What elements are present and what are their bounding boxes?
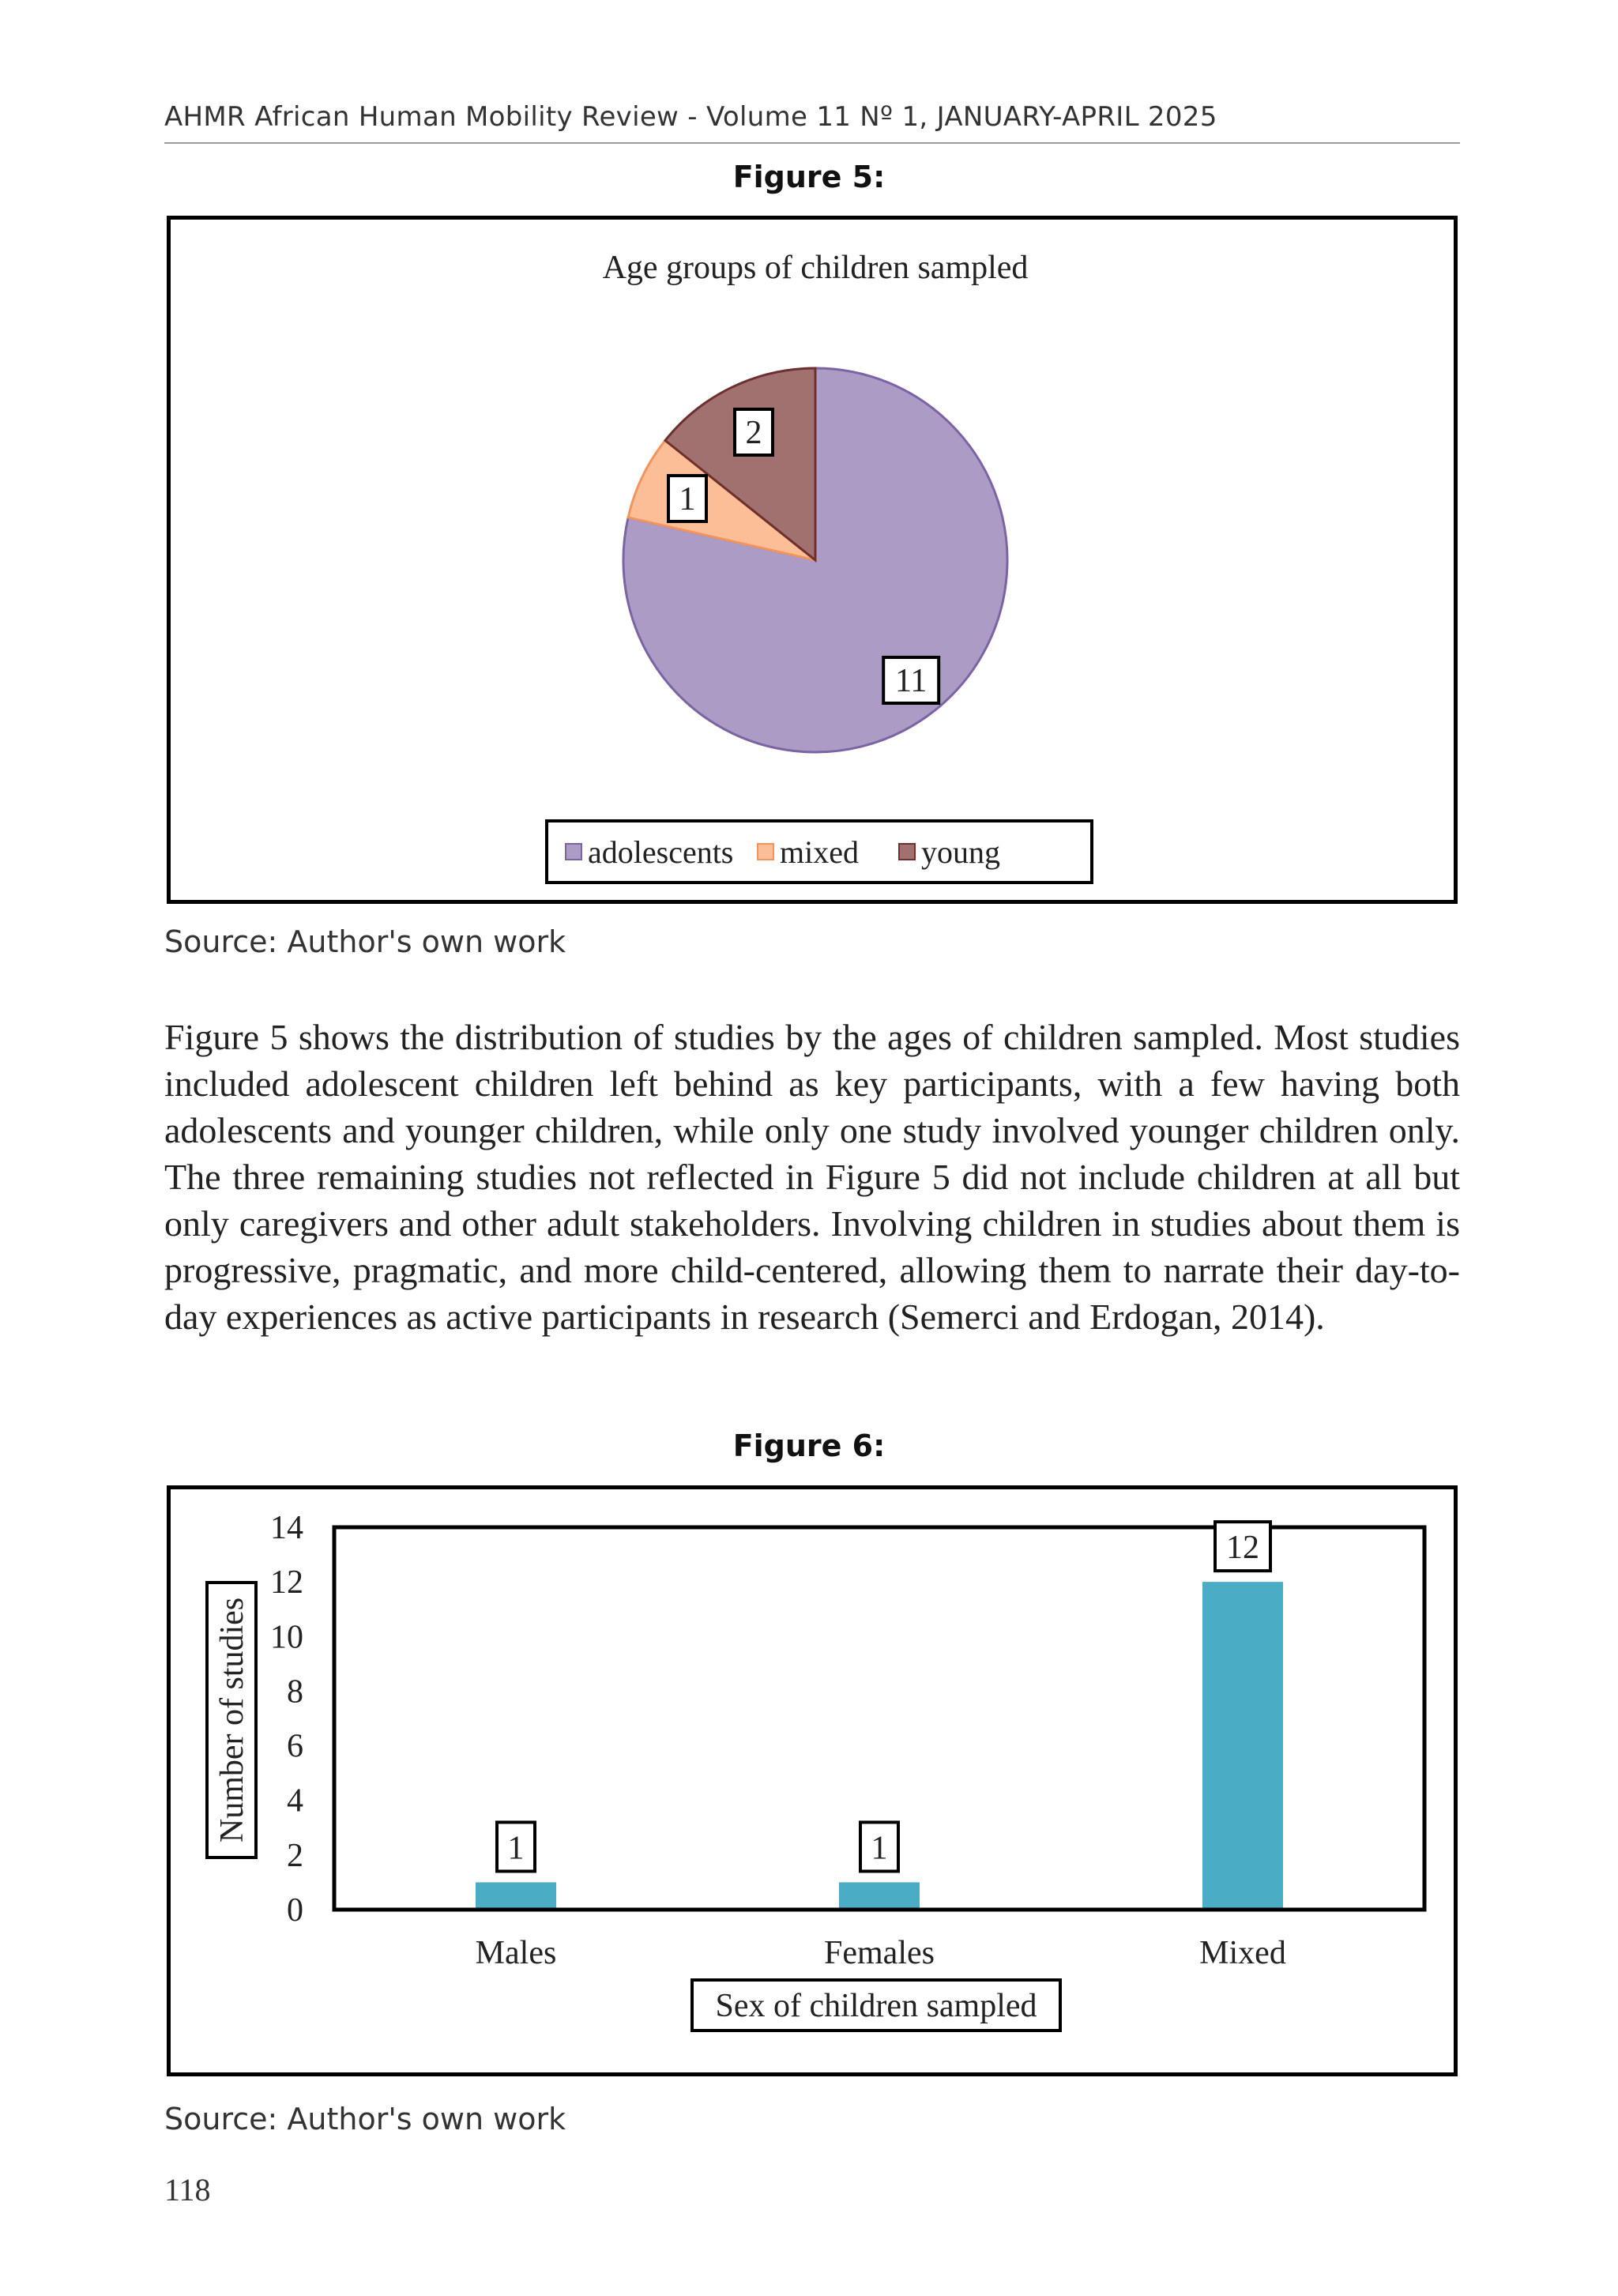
- svg-text:Number of studies: Number of studies: [214, 1597, 250, 1843]
- page-number: 118: [164, 2172, 211, 2208]
- bar-mixed: [1202, 1582, 1283, 1907]
- svg-text:young: young: [921, 834, 1000, 870]
- pie-chart-svg: [171, 220, 1454, 900]
- svg-text:1: 1: [871, 1830, 888, 1867]
- bar-data-label-females: [860, 1822, 898, 1871]
- running-head: AHMR African Human Mobility Review - Volume 11 Nº 1, JANUARY-APRIL 2025: [164, 101, 1217, 133]
- svg-text:1: 1: [507, 1830, 525, 1867]
- x-axis-title: [692, 1980, 1060, 2031]
- y-tick-label: 2: [287, 1837, 303, 1874]
- y-tick-label: 0: [287, 1892, 303, 1929]
- x-tick-label-males: Males: [475, 1935, 557, 1971]
- svg-text:Sex of children sampled: Sex of children sampled: [715, 1988, 1037, 2024]
- pie-data-label-mixed: [668, 476, 706, 521]
- y-tick-label: 6: [287, 1728, 303, 1765]
- pie-legend: [547, 821, 1092, 883]
- bar-data-label-males: [497, 1822, 535, 1871]
- legend-entry-adolescents: [566, 834, 733, 870]
- svg-text:12: 12: [1226, 1530, 1259, 1567]
- pie-data-label-young: [735, 409, 773, 455]
- figure-6-source: Source: Author's own work: [164, 2102, 566, 2136]
- x-tick-label-females: Females: [824, 1935, 935, 1971]
- svg-text:1: 1: [679, 480, 696, 518]
- figure-5-label: Figure 5:: [732, 160, 886, 194]
- bar-chart-svg: [171, 1489, 1454, 2072]
- bar-data-label-mixed: [1215, 1522, 1270, 1571]
- figure-5-chart: [167, 216, 1458, 904]
- svg-text:mixed: mixed: [780, 834, 859, 870]
- y-tick-label: 4: [287, 1782, 303, 1820]
- y-axis-title: [207, 1583, 256, 1858]
- figure-6-label: Figure 6:: [732, 1428, 886, 1463]
- svg-text:2: 2: [745, 414, 762, 451]
- figure-5-source: Source: Author's own work: [164, 924, 566, 959]
- pie-data-label-adolescents: [883, 657, 939, 703]
- y-tick-label: 14: [270, 1510, 303, 1546]
- figure-6-chart: [167, 1485, 1458, 2076]
- pie-title: Age groups of children sampled: [602, 250, 1029, 286]
- header-rule: [164, 142, 1460, 144]
- bar-females: [839, 1882, 920, 1907]
- y-tick-label: 8: [287, 1673, 303, 1711]
- svg-text:adolescents: adolescents: [588, 834, 734, 870]
- y-tick-label: 12: [270, 1564, 303, 1602]
- svg-text:11: 11: [894, 662, 928, 699]
- body-paragraph: Figure 5 shows the distribution of studies by the ages of children sampled. Most studies included adolescent children left behind as key participants, with a few having both adolescents and younger children, while only one study involved younger children only. The three remaining studies not reflected in Figure 5 did not include children at all but only caregivers and other adult stakeholders. Involving children in studies about them is progressive, pragmatic, and more child-centered, allowing them to narrate their day-to-day experiences as active participants in research (Semerci and Erdogan, 2014).: [164, 1017, 1460, 1337]
- y-tick-label: 10: [270, 1619, 303, 1656]
- bar-males: [476, 1882, 556, 1907]
- x-tick-label-mixed: Mixed: [1199, 1935, 1286, 1971]
